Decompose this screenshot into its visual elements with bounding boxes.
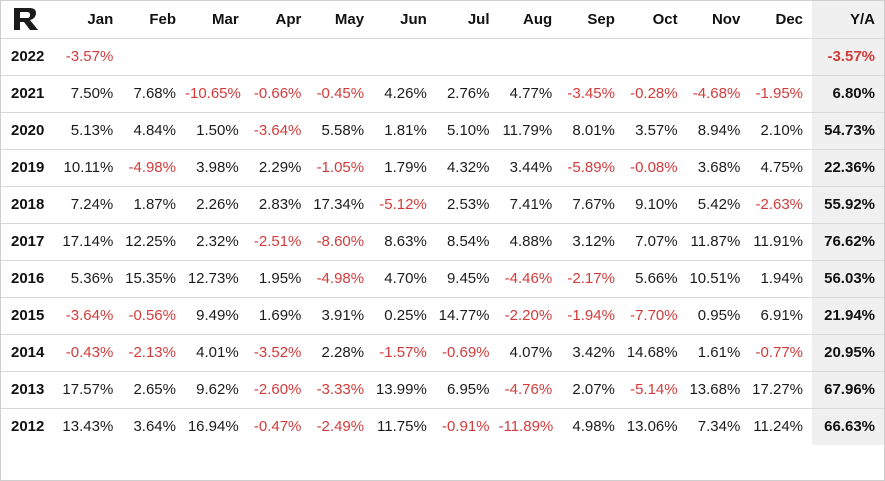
monthly-returns-table	[1, 1, 884, 445]
return-cell: 2.83%	[248, 186, 311, 223]
return-cell: -8.60%	[310, 223, 373, 260]
return-cell	[687, 38, 750, 75]
return-cell: 2.76%	[436, 75, 499, 112]
return-cell: -10.65%	[185, 75, 248, 112]
return-cell: 3.57%	[624, 112, 687, 149]
return-cell: 11.91%	[749, 223, 812, 260]
annual-return-cell: 66.63%	[812, 408, 884, 445]
column-header-jul: Jul	[436, 1, 499, 38]
return-cell: 4.77%	[499, 75, 562, 112]
column-header-dec: Dec	[749, 1, 812, 38]
return-cell: 9.10%	[624, 186, 687, 223]
return-cell: 4.70%	[373, 260, 436, 297]
return-cell: 1.69%	[248, 297, 311, 334]
return-cell: 7.34%	[697, 418, 741, 436]
return-cell	[749, 38, 812, 75]
column-header-feb: Feb	[122, 1, 185, 38]
return-cell: 7.24%	[60, 186, 123, 223]
return-cell: -0.47%	[253, 418, 302, 436]
return-cell: -0.08%	[624, 149, 687, 186]
table-row	[1, 334, 884, 371]
return-cell: 0.95%	[687, 297, 750, 334]
return-cell: 2.07%	[561, 371, 624, 408]
return-cell: 1.81%	[373, 112, 436, 149]
return-cell	[499, 38, 562, 75]
table-row	[1, 38, 884, 75]
return-cell	[122, 38, 185, 75]
return-cell: 3.64%	[133, 418, 176, 436]
return-cell: 2.28%	[310, 334, 373, 371]
return-cell: -2.60%	[248, 371, 311, 408]
return-cell: 15.35%	[122, 260, 185, 297]
column-header-may: May	[310, 1, 373, 38]
return-cell: 1.61%	[687, 334, 750, 371]
annual-return-cell: 22.36%	[812, 149, 884, 186]
return-cell: 12.25%	[122, 223, 185, 260]
return-cell	[373, 38, 436, 75]
table-row	[1, 297, 884, 334]
annual-return-cell: 56.03%	[812, 260, 884, 297]
return-cell: -3.64%	[248, 112, 311, 149]
return-cell: 5.66%	[624, 260, 687, 297]
return-cell: 9.62%	[185, 371, 248, 408]
return-cell: 3.12%	[561, 223, 624, 260]
return-cell: 13.99%	[373, 371, 436, 408]
return-cell: 2.53%	[436, 186, 499, 223]
return-cell: -5.12%	[373, 186, 436, 223]
return-cell: -1.95%	[749, 75, 812, 112]
return-cell: 9.45%	[436, 260, 499, 297]
table-row	[1, 186, 884, 223]
row-year-label: 2022	[1, 38, 60, 75]
annual-return-cell: 67.96%	[812, 371, 884, 408]
return-cell: 2.26%	[185, 186, 248, 223]
table-row	[1, 149, 884, 186]
return-cell: 17.27%	[749, 371, 812, 408]
row-year-label: 2019	[1, 149, 60, 186]
return-cell: 5.36%	[60, 260, 123, 297]
return-cell: 3.68%	[687, 149, 750, 186]
return-cell: 14.68%	[624, 334, 687, 371]
return-cell: 4.32%	[436, 149, 499, 186]
return-cell: 13.43%	[62, 418, 114, 436]
return-cell: -0.45%	[310, 75, 373, 112]
return-cell: 4.26%	[373, 75, 436, 112]
row-year-label: 2016	[1, 260, 60, 297]
return-cell: -0.28%	[624, 75, 687, 112]
column-header-ya: Y/A	[812, 1, 884, 38]
column-header-sep: Sep	[561, 1, 624, 38]
return-cell: 7.67%	[561, 186, 624, 223]
return-cell	[310, 38, 373, 75]
return-cell: -5.14%	[624, 371, 687, 408]
return-cell: 3.98%	[185, 149, 248, 186]
return-cell: 13.68%	[687, 371, 750, 408]
column-header-jan: Jan	[60, 1, 123, 38]
return-cell: 9.49%	[185, 297, 248, 334]
annual-return-cell: 21.94%	[812, 297, 884, 334]
return-cell: 2.10%	[749, 112, 812, 149]
column-header-mar: Mar	[185, 1, 248, 38]
column-header-aug: Aug	[499, 1, 562, 38]
column-header-nov: Nov	[687, 1, 750, 38]
return-cell: 8.94%	[687, 112, 750, 149]
return-cell: 4.88%	[499, 223, 562, 260]
table-row	[1, 408, 884, 445]
return-cell: 5.58%	[310, 112, 373, 149]
return-cell: 3.44%	[499, 149, 562, 186]
return-cell: 2.29%	[248, 149, 311, 186]
return-cell: 4.98%	[572, 418, 615, 436]
return-cell: 17.57%	[60, 371, 123, 408]
table-row	[1, 112, 884, 149]
return-cell: 3.42%	[561, 334, 624, 371]
row-year-label: 2012	[11, 418, 45, 436]
return-cell: 7.50%	[60, 75, 123, 112]
return-cell: 11.87%	[687, 223, 750, 260]
annual-return-cell: 76.62%	[812, 223, 884, 260]
row-year-label: 2018	[1, 186, 60, 223]
return-cell: -3.57%	[60, 38, 123, 75]
return-cell	[561, 38, 624, 75]
return-cell: -1.57%	[373, 334, 436, 371]
return-cell: -2.63%	[749, 186, 812, 223]
annual-return-cell: -3.57%	[812, 38, 884, 75]
return-cell	[248, 38, 311, 75]
return-cell: 8.63%	[373, 223, 436, 260]
return-cell: 7.07%	[624, 223, 687, 260]
return-cell: -3.45%	[561, 75, 624, 112]
return-cell: 16.94%	[187, 418, 239, 436]
return-cell	[185, 38, 248, 75]
return-cell: 4.75%	[749, 149, 812, 186]
return-cell: 4.01%	[185, 334, 248, 371]
column-header-jun: Jun	[373, 1, 436, 38]
return-cell: -0.66%	[248, 75, 311, 112]
return-cell: 14.77%	[436, 297, 499, 334]
return-cell: -2.17%	[561, 260, 624, 297]
row-year-label: 2020	[1, 112, 60, 149]
header-row	[1, 1, 884, 38]
return-cell: 13.06%	[626, 418, 678, 436]
annual-return-cell: 20.95%	[812, 334, 884, 371]
return-cell: 17.14%	[60, 223, 123, 260]
return-cell: 1.94%	[749, 260, 812, 297]
return-cell: 4.84%	[122, 112, 185, 149]
row-year-label: 2015	[1, 297, 60, 334]
column-header-apr: Apr	[248, 1, 311, 38]
table-row	[1, 75, 884, 112]
r-logo-icon	[11, 6, 41, 32]
return-cell: 3.91%	[310, 297, 373, 334]
return-cell: -4.68%	[687, 75, 750, 112]
return-cell: 11.24%	[753, 418, 804, 436]
row-year-label: 2021	[1, 75, 60, 112]
return-cell: 11.75%	[377, 418, 427, 436]
return-cell: 10.51%	[687, 260, 750, 297]
return-cell: 1.95%	[248, 260, 311, 297]
return-cell: 1.87%	[122, 186, 185, 223]
annual-return-cell: 55.92%	[812, 186, 884, 223]
return-cell: -0.69%	[436, 334, 499, 371]
return-cell: -0.91%	[441, 418, 490, 436]
return-cell: 7.41%	[499, 186, 562, 223]
return-cell: -3.52%	[248, 334, 311, 371]
return-cell: 11.79%	[499, 112, 562, 149]
return-cell: 8.01%	[561, 112, 624, 149]
return-cell: -1.05%	[310, 149, 373, 186]
return-cell: -0.56%	[122, 297, 185, 334]
return-cell: 4.07%	[499, 334, 562, 371]
return-cell: 10.11%	[60, 149, 123, 186]
return-cell: -5.89%	[561, 149, 624, 186]
return-cell: 5.42%	[687, 186, 750, 223]
return-cell: 17.34%	[310, 186, 373, 223]
return-cell: 12.73%	[185, 260, 248, 297]
return-cell	[436, 38, 499, 75]
annual-return-cell: 6.80%	[812, 75, 884, 112]
return-cell: 5.13%	[60, 112, 123, 149]
return-cell	[624, 38, 687, 75]
return-cell: 5.10%	[436, 112, 499, 149]
return-cell: -2.49%	[316, 418, 365, 436]
annual-return-cell: 54.73%	[812, 112, 884, 149]
return-cell: 6.91%	[749, 297, 812, 334]
row-year-label: 2013	[1, 371, 60, 408]
return-cell: 1.79%	[373, 149, 436, 186]
return-cell: -4.76%	[499, 371, 562, 408]
return-cell: -0.77%	[749, 334, 812, 371]
return-cell: -4.46%	[499, 260, 562, 297]
table-header	[1, 1, 884, 38]
return-cell: 2.32%	[185, 223, 248, 260]
return-cell: -2.20%	[499, 297, 562, 334]
brand-logo-cell	[1, 1, 60, 38]
return-cell: -1.94%	[561, 297, 624, 334]
return-cell: -4.98%	[122, 149, 185, 186]
return-cell: -7.70%	[624, 297, 687, 334]
return-cell: 1.50%	[185, 112, 248, 149]
return-cell: -4.98%	[310, 260, 373, 297]
row-year-label: 2017	[1, 223, 60, 260]
column-header-oct: Oct	[624, 1, 687, 38]
table-row	[1, 223, 884, 260]
return-cell: 8.54%	[436, 223, 499, 260]
return-cell: 6.95%	[436, 371, 499, 408]
return-cell: -3.64%	[60, 297, 123, 334]
return-cell: -2.51%	[248, 223, 311, 260]
return-cell: -3.33%	[310, 371, 373, 408]
row-year-label: 2014	[1, 334, 60, 371]
return-cell: -11.89%	[498, 418, 554, 436]
table-row	[1, 371, 884, 408]
return-cell: 7.68%	[122, 75, 185, 112]
return-cell: 0.25%	[373, 297, 436, 334]
table-body	[1, 38, 884, 445]
table-row	[1, 260, 884, 297]
return-cell: -2.13%	[122, 334, 185, 371]
return-cell: -0.43%	[60, 334, 123, 371]
return-cell: 2.65%	[122, 371, 185, 408]
